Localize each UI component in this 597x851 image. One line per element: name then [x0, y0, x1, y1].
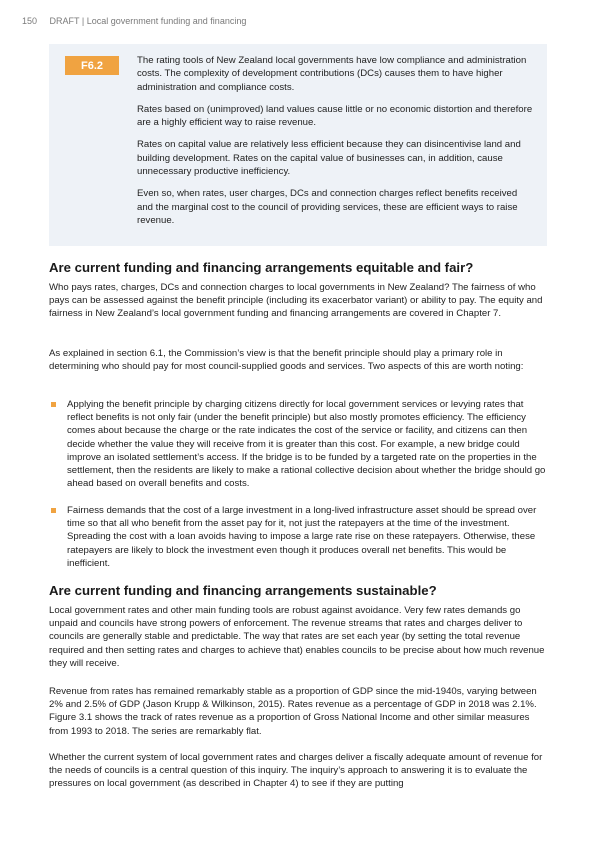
body-paragraph: Revenue from rates has remained remarkably stable as a proportion of GDP since the mid-1940s, varying between 2% and 2.5% of GDP (Jason Krupp & Wilkinson, 2015). Rates revenue as a percentage of GDP in 2018 was 2.1%. Figure 3.1 shows the track of rates revenue as a proportion of Gross National Income and other similar measures from 1993 to 2018. The series are remarkably flat. — [49, 686, 537, 737]
bullet-text: Fairness demands that the cost of a large investment in a long-lived infrastructure asset should be spread over time so that all who benefit from the asset pay for it, not just the ratepayers at the time of the investment. Spreading the cost with a loan avoids having to impose a large rate rise on these ratepayers. Otherwise, these ratepayers are likely to block the investment even though it produces overall net benefits. This would be inefficient. — [67, 505, 537, 569]
running-header — [22, 16, 246, 26]
finding-tag: F6.2 — [65, 56, 119, 75]
finding-paragraph: The rating tools of New Zealand local governments have low compliance and administration costs. The complexity of development contributions (DCs) causes them to have higher administration and compliance costs. — [137, 55, 527, 93]
section-heading-equitable: Are current funding and financing arrangements equitable and fair? — [49, 260, 474, 275]
finding-paragraph: Rates based on (unimproved) land values cause little or no economic distortion and therefore are a highly efficient way to raise revenue. — [137, 103, 533, 129]
finding-paragraph: Rates on capital value are relatively less efficient because they can disincentivise land and building development. Rates on the capital value of businesses can, in addition, cause unnecessary productive inefficiency. — [137, 139, 521, 178]
bullet-text: Applying the benefit principle by charging citizens directly for local government services or levying rates that reflect benefits is not only fair (under the benefit principle) but also mostly promotes efficiency. The efficiency comes about because the charge or the rate indicates the cost of the service or facility, and citizens can then decide whether the value they will receive from it is greater than this cost. For example, a new bridge could improve an isolated settlement’s access. If the bridge is to be funded by a targeted rate on the properties in the settlement, then the residents are likely to make a rational collective decision about whether the bridge should go ahead based on overall benefits and costs. — [67, 399, 546, 490]
page-number: 150 — [22, 16, 38, 26]
finding-paragraph: Even so, when rates, user charges, DCs and connection charges reflect benefits received and the marginal cost to the council of providing services, these are efficient ways to raise revenue. — [137, 188, 518, 226]
body-paragraph: As explained in section 6.1, the Commission’s view is that the benefit principle should play a primary role in determining who should pay for most council-supplied goods and services. Two aspects of this are worth noting: — [49, 348, 524, 373]
running-title: DRAFT | Local government funding and financing — [49, 16, 247, 26]
finding-box — [49, 44, 547, 246]
body-paragraph: Whether the current system of local government rates and charges deliver a fiscally adequate amount of revenue for the needs of councils is a central question of this inquiry. The inquiry’s approach to answering it is to evaluate the pressures on local government (as described in Chapter 4) to see if they are putting — [49, 752, 543, 790]
section-heading-sustainable: Are current funding and financing arrangements sustainable? — [49, 583, 437, 598]
bullet-item — [49, 504, 549, 570]
bullet-item — [49, 398, 549, 490]
body-paragraph: Local government rates and other main funding tools are robust against avoidance. Very few rates demands go unpaid and councils have strong powers of enforcement. The revenue streams that rates and charges deliver to councils are generally stable and predictable. The way that rates are set each year (by setting the total revenue required and then setting rates and charges to achieve that) enables councils to be precise about how much revenue they will receive. — [49, 605, 545, 669]
bullet-marker — [51, 402, 56, 407]
bullet-marker — [51, 508, 56, 513]
body-paragraph: Who pays rates, charges, DCs and connection charges to local governments in New Zealand? The fairness of who pays can be assessed against the benefit principle (including its exacerbator variant) or ability to pay. The equity and fairness in New Zealand’s local government funding and financing arrangements are covered in Chapter 7. — [49, 282, 543, 320]
